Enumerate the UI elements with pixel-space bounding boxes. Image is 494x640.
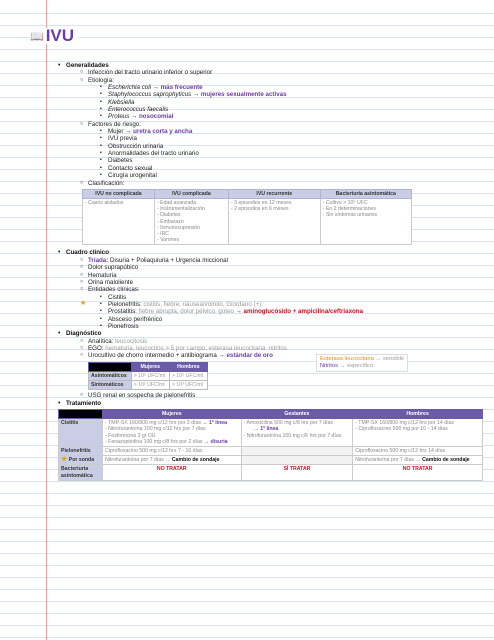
table-header: IVU complicada (154, 189, 228, 198)
table-cell: - 3 episodios en 12 meses - 2 episodios en 6 meses (228, 199, 320, 245)
table-header: Bacteriuria asintomática (320, 189, 411, 198)
list-item: ○ Orina maloliente (80, 279, 488, 286)
list-item: ▪ Staphylococcus saprophyticus → mujeres sexualmente activas (100, 91, 488, 98)
list-item: ○ Clasificación: (80, 180, 488, 187)
section-tratamiento (58, 400, 488, 407)
table-header: IVU no complicada (83, 189, 155, 198)
section-heading: Tratamiento (66, 399, 102, 407)
list-item: ▪ Cistitis (100, 294, 488, 301)
section-heading: Cuadro clínico (66, 249, 109, 257)
list-item: ▪ Enterococcus faecalis (100, 106, 488, 113)
section-diagnostico (58, 330, 488, 399)
table-row: Bacteriuria asintomática NO TRATAR SÍ TRATAR NO TRATAR (59, 465, 483, 480)
list-item: ▪ Mujer → uretra corta y ancha (100, 128, 488, 135)
section-generalidades (58, 62, 488, 245)
table-row: Asintomáticos > 10⁵ UFC/ml > 10⁵ UFC/ml (89, 371, 208, 380)
list-item: ▪ Absceso perifrénico (100, 316, 488, 323)
list-item: ○ EGO: hematuria, leucocitos > 5 por campo, esterasa leucocitaria, nitritos (80, 345, 488, 352)
sticky-note: Esterasa leucocitaria → sensible Nitritos → específico (316, 354, 408, 372)
list-item: ▪ Contacto sexual (100, 165, 488, 172)
list-item: ▪ IVU previa (100, 135, 488, 142)
notes-content (58, 62, 488, 481)
table-header: Hombres (169, 362, 207, 371)
page-header (30, 28, 78, 44)
urocultivo-table (88, 362, 208, 391)
table-row: Cistitis - TMP-SX 160/800 mg c/12 hrs por 3 días → 1ª línea - Nitrofurantoína 100 mg c/12 hrs por 7 días - Fosfomicina 3 gr DU - Fenazopiridina 100 mg c/8 hrs por 2 días → disuria - Amoxicilina 500 mg c/8 hrs por 7 días → 1ª línea - Nitrofurantoína 100 mg c/6 hrs por 7 días - TMP-SX 160/800 mg c/12 hrs por 14 días - Ciprofloxacino 500 mg por 10 - 14 días (59, 419, 483, 447)
list-item: ○ Entidades clínicas: ▪ Cistitis ▪ ★ Pielonefritis: cistitis, fiebre, náusea/vómito, Giordano (+) ▪ Prostatitis: fiebre abrupta, dolor pélvico, goteo → aminoglucósido + ampicilina/ceftriaxona ▪ Absceso perifrénico ▪ Pionefrosis (80, 286, 488, 330)
table-header: Hombres (353, 409, 483, 418)
list-item: ▪ ★ Pielonefritis: cistitis, fiebre, náusea/vómito, Giordano (+) (100, 301, 488, 308)
table-header: Mujeres (103, 409, 242, 418)
book-icon: 📖 (30, 30, 44, 43)
list-item: ▪ Proteus → nosocomial (100, 113, 488, 120)
table-header (89, 362, 132, 371)
table-cell: - Edad avanzada - Instrumentalización - Diabetes - Embarazo - Inmunosupresión - IRC - Varones (154, 199, 228, 245)
list-item: ▪ Obstrucción urinaria (100, 143, 488, 150)
list-item: ○ Etiología: ▪ Escherichia coli → más frecuente ▪ Staphylococcus saprophyticus → mujeres sexualmente activas ▪ Klebsiella ▪ Enterococcus faecalis ▪ Proteus → nosocomial (80, 77, 488, 121)
table-header (59, 409, 103, 418)
list-item: ○ Triada: Disuria + Poliaquiuria + Urgencia miccional (80, 257, 488, 264)
list-item: ▪ Pionefrosis (100, 323, 488, 330)
star-icon: ▪ ★ (80, 299, 87, 307)
list-item: ○ Urocultivo de chorro intermedio + antibiograma → estándar de oro Esterasa leucocitaria → sensible Nitritos → específico (80, 352, 488, 359)
list-item: ▪ Anormalidades del tracto urinario (100, 150, 488, 157)
page-title: IVU (45, 26, 75, 45)
list-item: ▪ Diabetes (100, 157, 488, 164)
table-row: Sintomáticos > 10² UFC/ml > 10³ UFC/ml (89, 381, 208, 390)
section-cuadro-clinico (58, 249, 488, 330)
list-item: ○ Analítica: leucocitosis (80, 338, 488, 345)
table-cell: - Casos aislados (83, 199, 155, 245)
table-header: Gestantes (241, 409, 353, 418)
star-icon: ★ (61, 456, 68, 464)
section-heading: Generalidades (66, 62, 109, 69)
notebook-margin-line (46, 0, 47, 640)
classification-table (82, 189, 412, 246)
table-header: IVU recurrente (228, 189, 320, 198)
table-cell: - Cultivo > 10⁵ UFC - En 2 determinaciones - Sin síntomas urinarios (320, 199, 411, 245)
table-header: Mujeres (131, 362, 169, 371)
list-item: ▪ Escherichia coli → más frecuente (100, 84, 488, 91)
table-row: Pielonefritis Ciprofloxacino 500 mg c/12 hrs 7 - 10 días Ciprofloxacino 500 mg c/12 hrs 14 días (59, 446, 483, 455)
list-item: ▪ Prostatitis: fiebre abrupta, dolor pélvico, goteo → aminoglucósido + ampicilina/ceftriaxona (100, 308, 488, 315)
table-row: ★ Por sonda Nitrofurantoína por 7 días → Cambio de sondaje Nitrofurantoína por 7 días → Cambio de sondaje (59, 456, 483, 465)
treatment-table (58, 409, 483, 481)
list-item: ○ Factores de riesgo: ▪ Mujer → uretra corta y ancha ▪ IVU previa ▪ Obstrucción urinaria ▪ Anormalidades del tracto urinario ▪ Diabetes ▪ Contacto sexual ▪ Cirugía urogenital (80, 121, 488, 180)
list-item: ▪ Cirugía urogenital (100, 172, 488, 179)
list-item: ○ Dolor suprapúbico (80, 264, 488, 271)
list-item: ○ USG renal en sospecha de pielonefritis (80, 392, 488, 399)
list-item: ○ Infección del tracto urinario inferior o superior (80, 69, 488, 76)
list-item: ▪ Klebsiella (100, 99, 488, 106)
list-item: ○ Hematuria (80, 272, 488, 279)
section-heading: Diagnóstico (66, 330, 102, 338)
